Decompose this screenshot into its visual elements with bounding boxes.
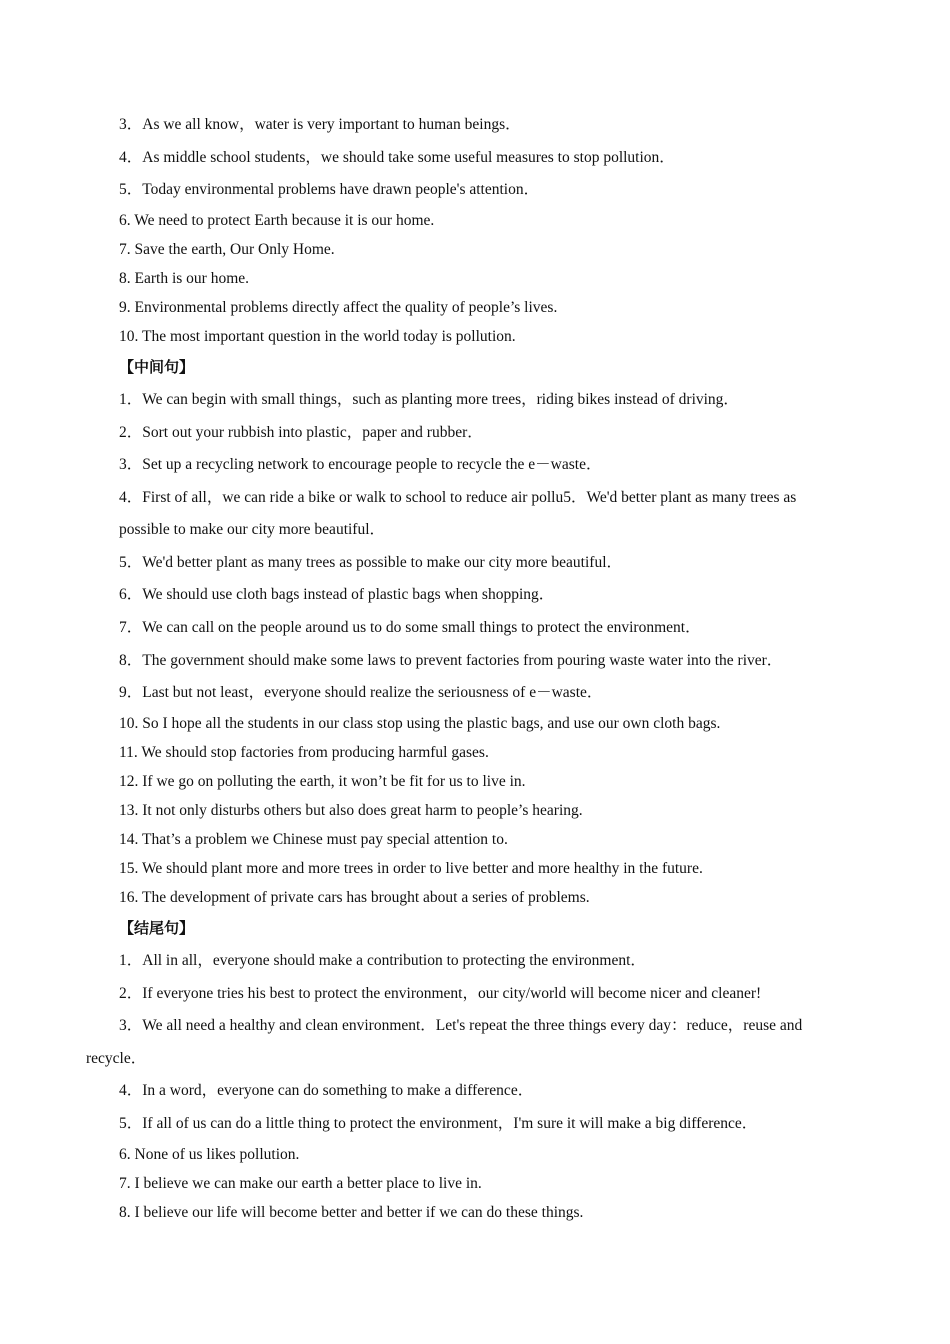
middle-line-15: 15. We should plant more and more trees in order to live better and more healthy in the future. [119,860,703,877]
middle-line-7: 7．We can call on the people around us to do some small things to protect the environment． [119,619,701,636]
middle-line-11: 11. We should stop factories from producing harmful gases. [119,744,489,761]
middle-line-9: 9．Last but not least，everyone should realize the seriousness of e－waste． [119,684,603,701]
middle-line-5: 5．We'd better plant as many trees as possible to make our city more beautiful． [119,554,623,571]
middle-line-10: 10. So I hope all the students in our class stop using the plastic bags, and use our own cloth bags. [119,715,721,732]
middle-line-16: 16. The development of private cars has brought about a series of problems. [119,889,590,906]
middle-line-4: 4．First of all，we can ride a bike or walk to school to reduce air pollu5．We'd better plant as many trees as [119,489,797,506]
middle-line-1: 1．We can begin with small things，such as planting more trees，riding bikes instead of driving． [119,391,739,408]
ending-section-heading: 【结尾句】 [119,919,195,937]
ending-line-3-continued: recycle． [86,1050,147,1067]
middle-line-12: 12. If we go on polluting the earth, it won’t be fit for us to live in. [119,773,526,790]
ending-line-7: 7. I believe we can make our earth a better place to live in. [119,1175,482,1192]
ending-line-5: 5．If all of us can do a little thing to protect the environment，I'm sure it will make a big difference． [119,1115,758,1132]
ending-line-4: 4．In a word，everyone can do something to make a difference． [119,1082,534,1099]
middle-line-14: 14. That’s a problem we Chinese must pay special attention to. [119,831,508,848]
ending-line-1: 1．All in all，everyone should make a contribution to protecting the environment． [119,952,646,969]
ending-line-3: 3．We all need a healthy and clean environment．Let's repeat the three things every day：reduce，reuse and [119,1017,803,1034]
opening-line-4: 4．As middle school students，we should take some useful measures to stop pollution． [119,149,675,166]
ending-line-8: 8. I believe our life will become better and better if we can do these things. [119,1204,584,1221]
opening-line-7: 7. Save the earth, Our Only Home. [119,241,335,258]
middle-line-13: 13. It not only disturbs others but also does great harm to people’s hearing. [119,802,583,819]
middle-line-4-continued: possible to make our city more beautiful． [119,521,386,538]
ending-line-6: 6. None of us likes pollution. [119,1146,300,1163]
middle-line-6: 6．We should use cloth bags instead of plastic bags when shopping． [119,586,555,603]
opening-line-5: 5．Today environmental problems have drawn people's attention． [119,181,540,198]
opening-line-3: 3．As we all know，water is very important to human beings． [119,116,521,133]
opening-line-9: 9. Environmental problems directly affect the quality of people’s lives. [119,299,558,316]
opening-line-6: 6. We need to protect Earth because it is our home. [119,212,435,229]
middle-line-3: 3．Set up a recycling network to encourage people to recycle the e－waste． [119,456,602,473]
ending-line-2: 2．If everyone tries his best to protect the environment，our city/world will become nicer and cleaner! [119,985,762,1002]
opening-line-10: 10. The most important question in the world today is pollution. [119,328,516,345]
middle-line-2: 2．Sort out your rubbish into plastic，paper and rubber． [119,424,483,441]
opening-line-8: 8. Earth is our home. [119,270,250,287]
middle-section-heading: 【中间句】 [119,358,195,376]
middle-line-8: 8．The government should make some laws to prevent factories from pouring waste water into the river． [119,652,783,669]
